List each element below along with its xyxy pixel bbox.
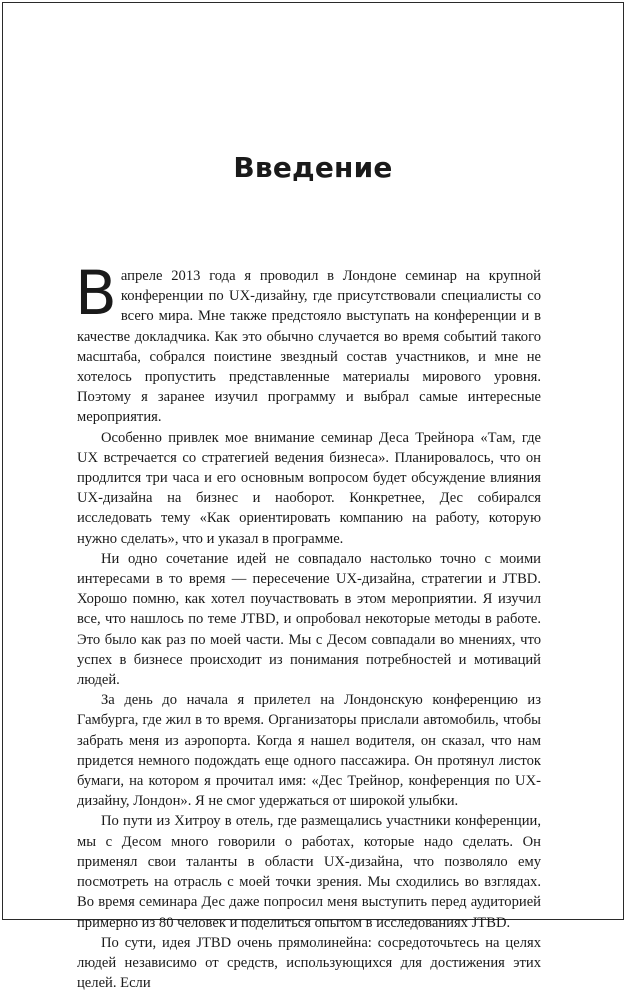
drop-cap: В — [75, 258, 117, 329]
paragraph-6: По сути, идея JTBD очень прямолинейна: сосредоточьтесь на целях людей независимо от средств, использующихся для достижения этих целей. Если — [77, 934, 541, 992]
paragraph-1-text: апреле 2013 года я проводил в Лондоне семинар на крупной конференции по UX-дизайну, где присутствовали специалисты со всего мира. Мне также предстояло выступать на конференции и в качестве докладчика. Как это обычно случается во время событий такого масштаба, собрался поистине звездный состав участников, и мне не хотелось пропустить представленные материалы мирового уровня. Поэтому я заранее изучил программу и выбрал самые интересные мероприятия. — [77, 268, 541, 426]
paragraph-1 — [75, 258, 541, 428]
book-page — [2, 2, 624, 992]
paragraph-4: За день до начала я прилетел на Лондонскую конференцию из Гамбурга, где жил в то время. Организаторы прислали автомобиль, чтобы забрать меня из аэропорта. Когда я нашел водителя, он сказал, что нам придется немного подождать еще одного пассажира. Он протянул листок бумаги, на котором я прочитал имя: «Дес Трейнор, конференция по UX-дизайну, Лондон». Я не смог удержаться от широкой улыбки. — [77, 692, 541, 810]
paragraph-5: По пути из Хитроу в отель, где размещались участники конференции, мы с Десом много говорили о работах, которые надо сделать. Он применял свои таланты в области UX-дизайна, что позволяло ему посмотреть на отрасль с моей точки зрения. Мы сходились во взглядах. Во время семинара Дес даже попросил меня выступить перед аудиторией примерно из 80 человек и поделиться опытом в исследованиях JTBD. — [77, 813, 541, 931]
paragraph-2: Особенно привлек мое внимание семинар Деса Трейнора «Там, где UX встречается со стратегией ведения бизнеса». Планировалось, что он продлится три часа и его основным вопросом будет обсуждение влияния UX-дизайна на бизнес и наоборот. Конкретнее, Дес собирался исследовать тему «Как ориентировать компанию на работу, которую нужно сделать», что и указал в программе. — [77, 429, 541, 547]
paragraph-3: Ни одно сочетание идей не совпадало настолько точно с моими интересами в то время — пересечение UX-дизайна, стратегии и JTBD. Хорошо помню, как хотел поучаствовать в этом мероприятии. Я изучил все, что нашлось по теме JTBD, и опробовал некоторые методы в работе. Это было как раз по моей части. Мы с Десом совпадали во мнениях, что успех в бизнесе происходит из понимания потребностей и мотиваций людей. — [77, 550, 541, 689]
body-text — [75, 258, 541, 993]
chapter-title: Введение — [233, 151, 393, 184]
